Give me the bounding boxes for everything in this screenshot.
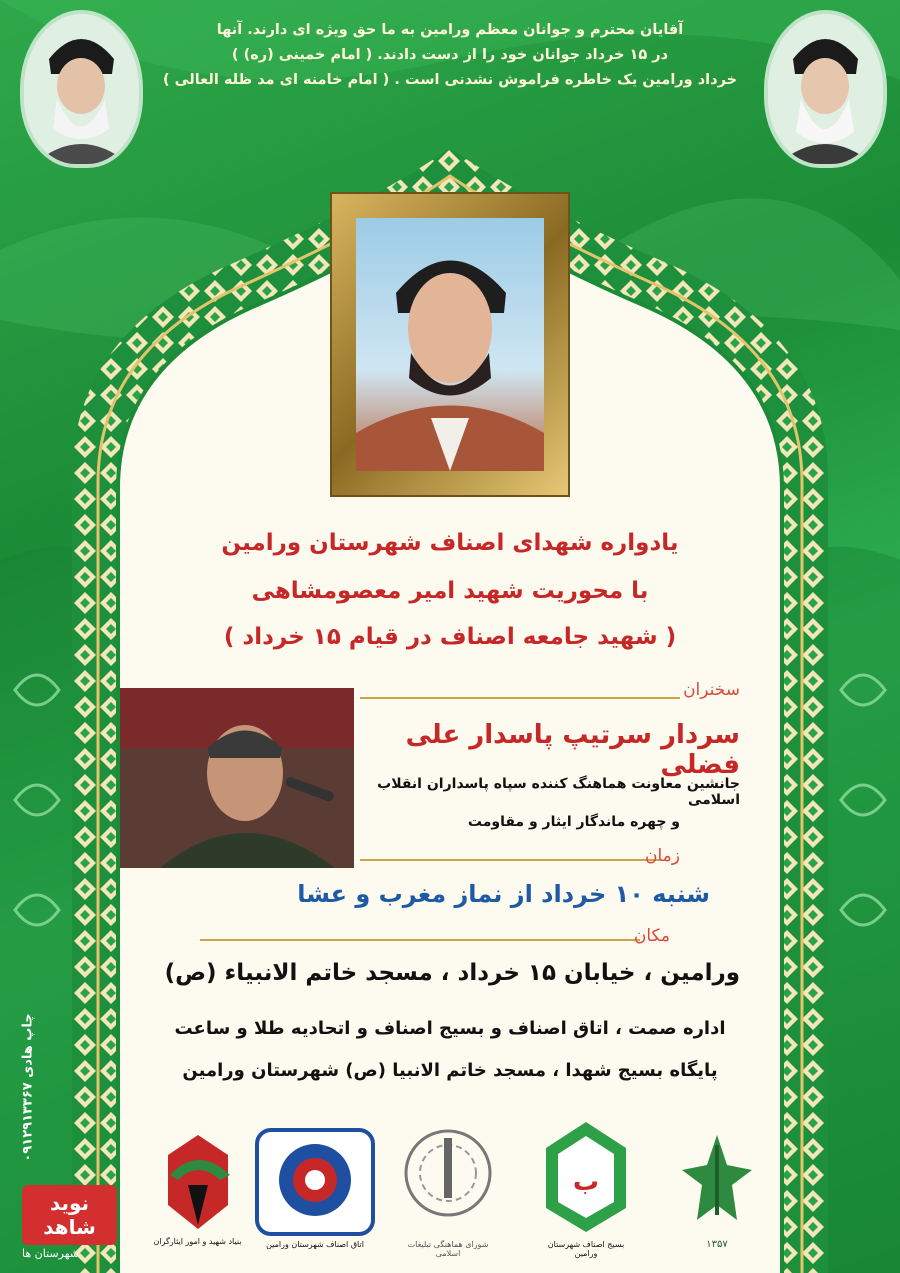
watermark-sub: شهرستان ها [22, 1247, 79, 1260]
otagh-asnaf-caption: اتاق اصناف شهرستان ورامین [266, 1240, 364, 1249]
sepah-logo [672, 1125, 762, 1250]
otagh-asnaf-logo [255, 1128, 375, 1253]
svg-text:ب: ب [572, 1167, 600, 1197]
tablighat-emblem-icon [398, 1118, 498, 1236]
title-line-2: با محوریت شهید امیر معصومشاهی [251, 578, 649, 604]
time-value: شنبه ۱۰ خرداد از نماز مغرب و عشا [297, 880, 710, 908]
martyr-portrait-frame [330, 192, 570, 497]
bonyad-shahid-logo [150, 1125, 245, 1253]
quote-line-3: خرداد ورامین یک خاطره فراموش نشدنی است . ( امام خامنه ای مد ظله العالی ) [162, 72, 738, 88]
title-line-3: ( شهید جامعه اصناف در قیام ۱۵ خرداد ) [223, 624, 677, 650]
tablighat-caption: شورای هماهنگی تبلیغات اسلامی [407, 1240, 489, 1258]
speaker-name: سردار سرتیپ پاسدار علی فضلی [405, 720, 740, 780]
navid-shahed-watermark [22, 1185, 117, 1260]
tablighat-logo [398, 1118, 498, 1258]
sepah-emblem-icon [672, 1125, 762, 1235]
print-credit: چاپ هادی ۰۹۱۲۹۱۳۳۶۷ [20, 1013, 36, 1162]
portrait-left [20, 10, 143, 168]
quote-line-2: در ۱۵ خرداد جوانان خود را از دست دادند. ( امام خمینی (ره) ) [231, 47, 669, 63]
basij-caption: بسیج اصناف شهرستان ورامین [547, 1240, 625, 1258]
martyr-portrait-image [356, 218, 544, 471]
speaker-desc-2: و چهره ماندگار ایثار و مقاومت [467, 814, 680, 830]
sepah-caption: ۱۳۵۷ [706, 1239, 728, 1250]
place-value: ورامین ، خیابان ۱۵ خرداد ، مسجد خاتم الانبیاء (ص) [164, 960, 740, 986]
basij-emblem-icon [536, 1118, 636, 1236]
organizers-line-2: پایگاه بسیج شهدا ، مسجد خاتم الانبیا (ص) شهرستان ورامین [182, 1060, 718, 1081]
header-quote [150, 18, 750, 93]
bonyad-shahid-emblem-icon [150, 1125, 245, 1233]
quote-line-1: آقایان محترم و جوانان معظم ورامین به ما حق ویژه ای دارند. آنها [216, 22, 684, 38]
martyr-portrait [356, 218, 544, 471]
leader-portrait-left-image [24, 14, 139, 164]
organizers-line-1: اداره صمت ، اتاق اصناف و بسیج اصناف و اتحادیه طلا و ساعت [174, 1018, 726, 1039]
time-label: زمان [645, 846, 680, 866]
speaker-label: سخنران [683, 680, 740, 700]
portrait-right [764, 10, 887, 168]
speaker-photo-image [120, 688, 354, 868]
speaker-desc-1: جانشین معاونت هماهنگ کننده سپاه پاسداران انقلاب اسلامی [377, 776, 740, 808]
bonyad-shahid-caption: بنیاد شهید و امور ایثارگران [153, 1237, 242, 1246]
watermark-logo-text: نوید شاهد [22, 1185, 117, 1245]
title-line-1: یادواره شهدای اصناف شهرستان ورامین [221, 530, 679, 556]
speaker-photo [120, 688, 354, 868]
otagh-asnaf-emblem-icon [255, 1128, 375, 1236]
basij-asnaf-logo [536, 1118, 636, 1258]
leader-portrait-right-image [768, 14, 883, 164]
place-label: مکان [633, 926, 670, 946]
